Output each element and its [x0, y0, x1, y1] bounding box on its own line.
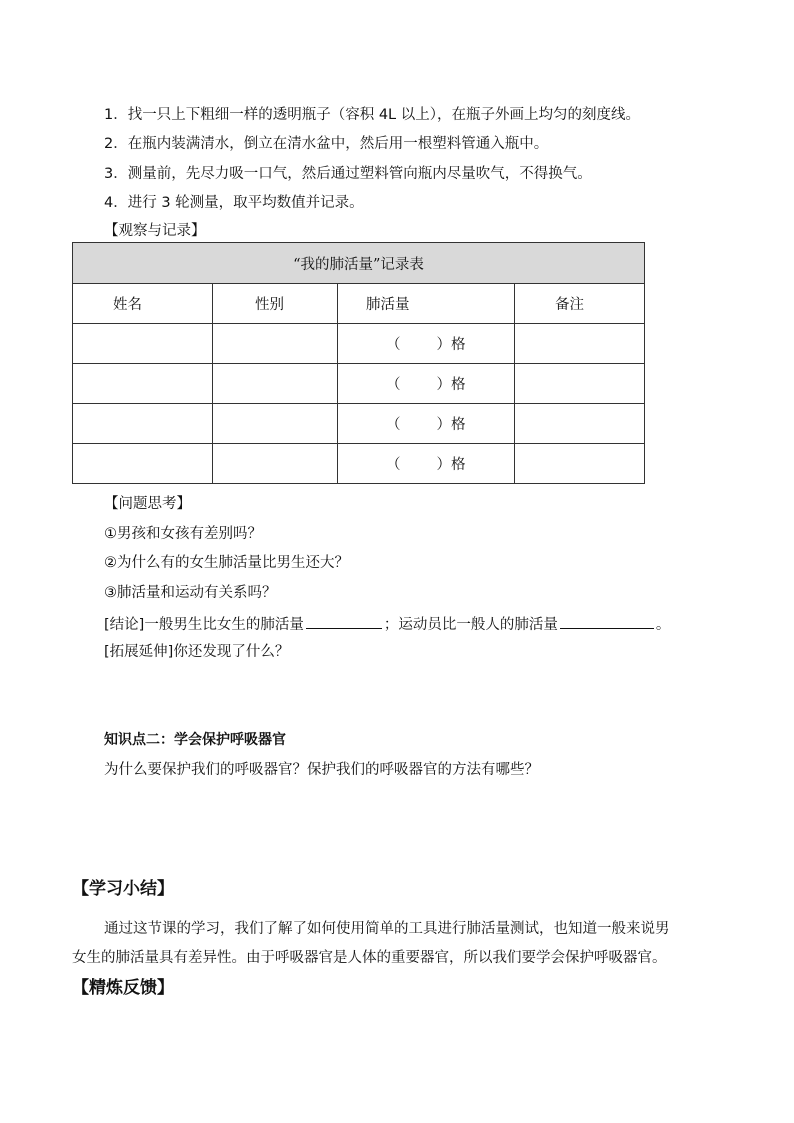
step-4: 4．进行 3 轮测量，取平均数值并记录。	[104, 195, 364, 211]
table-row	[73, 324, 645, 364]
conclusion	[104, 613, 670, 635]
knowledge-point-2-title: 知识点二：学会保护呼吸器官	[104, 732, 286, 748]
conclusion-text-3: 。	[655, 617, 671, 633]
name-cell[interactable]	[73, 364, 213, 404]
name-cell[interactable]	[73, 444, 213, 484]
table-header-row	[73, 284, 645, 324]
feedback-title: 【精炼反馈】	[72, 978, 174, 998]
extension-prompt: [拓展延伸]你还发现了什么？	[104, 644, 290, 660]
conclusion-text-1: [结论]一般男生比女生的肺活量	[104, 617, 304, 633]
question-2: ②为什么有的女生肺活量比男生还大？	[104, 555, 349, 571]
conclusion-blank-1[interactable]	[306, 613, 382, 629]
note-cell[interactable]	[515, 444, 645, 484]
gender-cell[interactable]	[213, 404, 338, 444]
lung-capacity-table	[72, 242, 645, 484]
gender-cell[interactable]	[213, 324, 338, 364]
capacity-cell[interactable]: （ ）格	[338, 364, 515, 404]
summary-title: 【学习小结】	[72, 879, 174, 899]
question-1: ①男孩和女孩有差别吗？	[104, 526, 262, 542]
table-row	[73, 364, 645, 404]
table-row	[73, 404, 645, 444]
table-title-row	[73, 243, 645, 284]
step-3: 3．测量前，先尽力吸一口气，然后通过塑料管向瓶内尽量吹气，不得换气。	[104, 166, 592, 182]
header-note: 备注	[515, 284, 645, 324]
capacity-cell[interactable]: （ ）格	[338, 324, 515, 364]
header-capacity: 肺活量	[338, 284, 515, 324]
capacity-cell[interactable]: （ ）格	[338, 404, 515, 444]
question-label: 【问题思考】	[104, 496, 191, 512]
name-cell[interactable]	[73, 324, 213, 364]
knowledge-point-2-question: 为什么要保护我们的呼吸器官？保护我们的呼吸器官的方法有哪些？	[104, 762, 539, 778]
gender-cell[interactable]	[213, 444, 338, 484]
gender-cell[interactable]	[213, 364, 338, 404]
header-gender: 性别	[213, 284, 338, 324]
header-name: 姓名	[73, 284, 213, 324]
note-cell[interactable]	[515, 404, 645, 444]
note-cell[interactable]	[515, 324, 645, 364]
observe-label: 【观察与记录】	[104, 223, 206, 239]
table-row	[73, 444, 645, 484]
step-1: 1．找一只上下粗细一样的透明瓶子（容积 4L 以上），在瓶子外画上均匀的刻度线。	[104, 107, 640, 123]
step-2: 2．在瓶内装满清水，倒立在清水盆中，然后用一根塑料管通入瓶中。	[104, 136, 549, 152]
name-cell[interactable]	[73, 404, 213, 444]
capacity-cell[interactable]: （ ）格	[338, 444, 515, 484]
table-title: “我的肺活量”记录表	[73, 243, 645, 284]
conclusion-blank-2[interactable]	[560, 613, 654, 629]
summary-line-2: 女生的肺活量具有差异性。由于呼吸器官是人体的重要器官，所以我们要学会保护呼吸器官。	[72, 950, 667, 966]
note-cell[interactable]	[515, 364, 645, 404]
question-3: ③肺活量和运动有关系吗？	[104, 585, 277, 601]
conclusion-text-2: ；运动员比一般人的肺活量	[383, 617, 558, 633]
summary-line-1: 通过这节课的学习，我们了解了如何使用简单的工具进行肺活量测试，也知道一般来说男	[104, 921, 670, 937]
